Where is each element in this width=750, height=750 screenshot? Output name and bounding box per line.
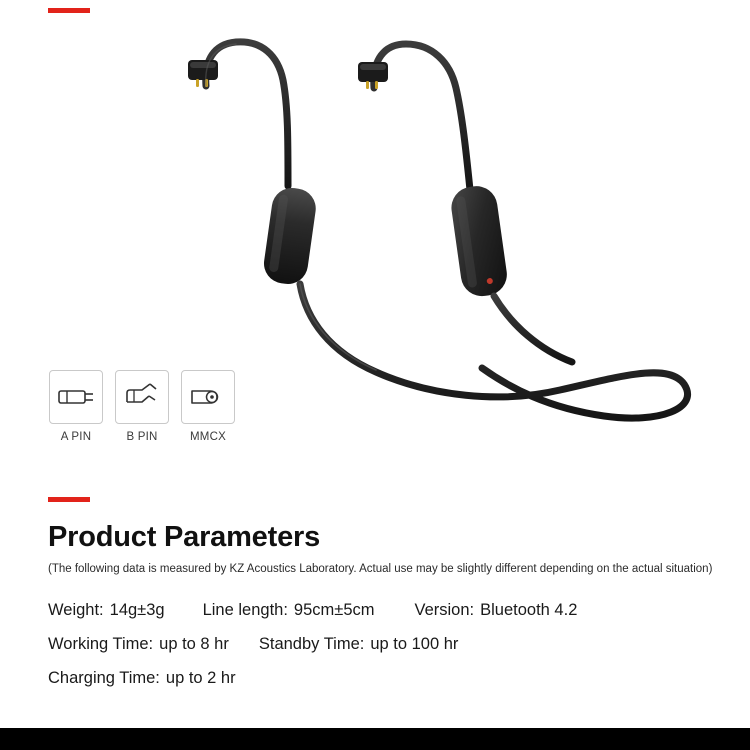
- spec-version: [415, 601, 578, 620]
- spec-line-length: [203, 601, 375, 620]
- connector-label: B PIN: [126, 431, 158, 443]
- connector-label: A PIN: [60, 431, 92, 443]
- spec-label: Line length:: [202, 600, 288, 619]
- spec-row: [48, 601, 728, 620]
- a-pin-connector-icon: [56, 380, 96, 414]
- connector-item-b-pin: [114, 370, 170, 443]
- specs-list: [48, 601, 728, 688]
- spec-row: [48, 635, 728, 654]
- left-control-module: [261, 185, 318, 286]
- spec-value: 14g±3g: [109, 600, 165, 619]
- connector-item-a-pin: [48, 370, 104, 443]
- spec-label: Charging Time:: [48, 668, 160, 687]
- parameters-title: Product Parameters: [48, 521, 321, 553]
- spec-working-time: [48, 635, 229, 654]
- spec-value: 95cm±5cm: [293, 600, 375, 619]
- product-parameters-section: [48, 520, 728, 703]
- bottom-black-bar: [0, 728, 750, 750]
- a-pin-icon-box: [49, 370, 103, 424]
- spec-value: up to 2 hr: [165, 668, 236, 687]
- right-control-module: [449, 183, 510, 298]
- spec-value: up to 100 hr: [370, 634, 459, 653]
- spec-charging-time: [48, 669, 236, 688]
- connector-label: MMCX: [190, 431, 226, 443]
- spec-row: [48, 669, 728, 688]
- spec-label: Version:: [414, 600, 475, 619]
- spec-label: Weight:: [48, 600, 104, 619]
- b-pin-connector-icon: [122, 380, 162, 414]
- spec-weight: [48, 601, 165, 620]
- spec-value: up to 8 hr: [159, 634, 229, 653]
- spec-value: Bluetooth 4.2: [480, 600, 578, 619]
- parameters-accent-bar: [48, 497, 90, 502]
- connector-item-mmcx: [180, 370, 236, 443]
- mmcx-connector-icon: [188, 380, 228, 414]
- b-pin-icon-box: [115, 370, 169, 424]
- mmcx-icon-box: [181, 370, 235, 424]
- spec-label: Standby Time:: [258, 634, 365, 653]
- parameters-note: (The following data is measured by KZ Acoustics Laboratory. Actual use may be slightly different depending on the actual situation): [48, 562, 713, 575]
- spec-standby-time: [259, 635, 459, 654]
- connector-type-list: [48, 370, 236, 443]
- spec-label: Working Time:: [48, 634, 154, 653]
